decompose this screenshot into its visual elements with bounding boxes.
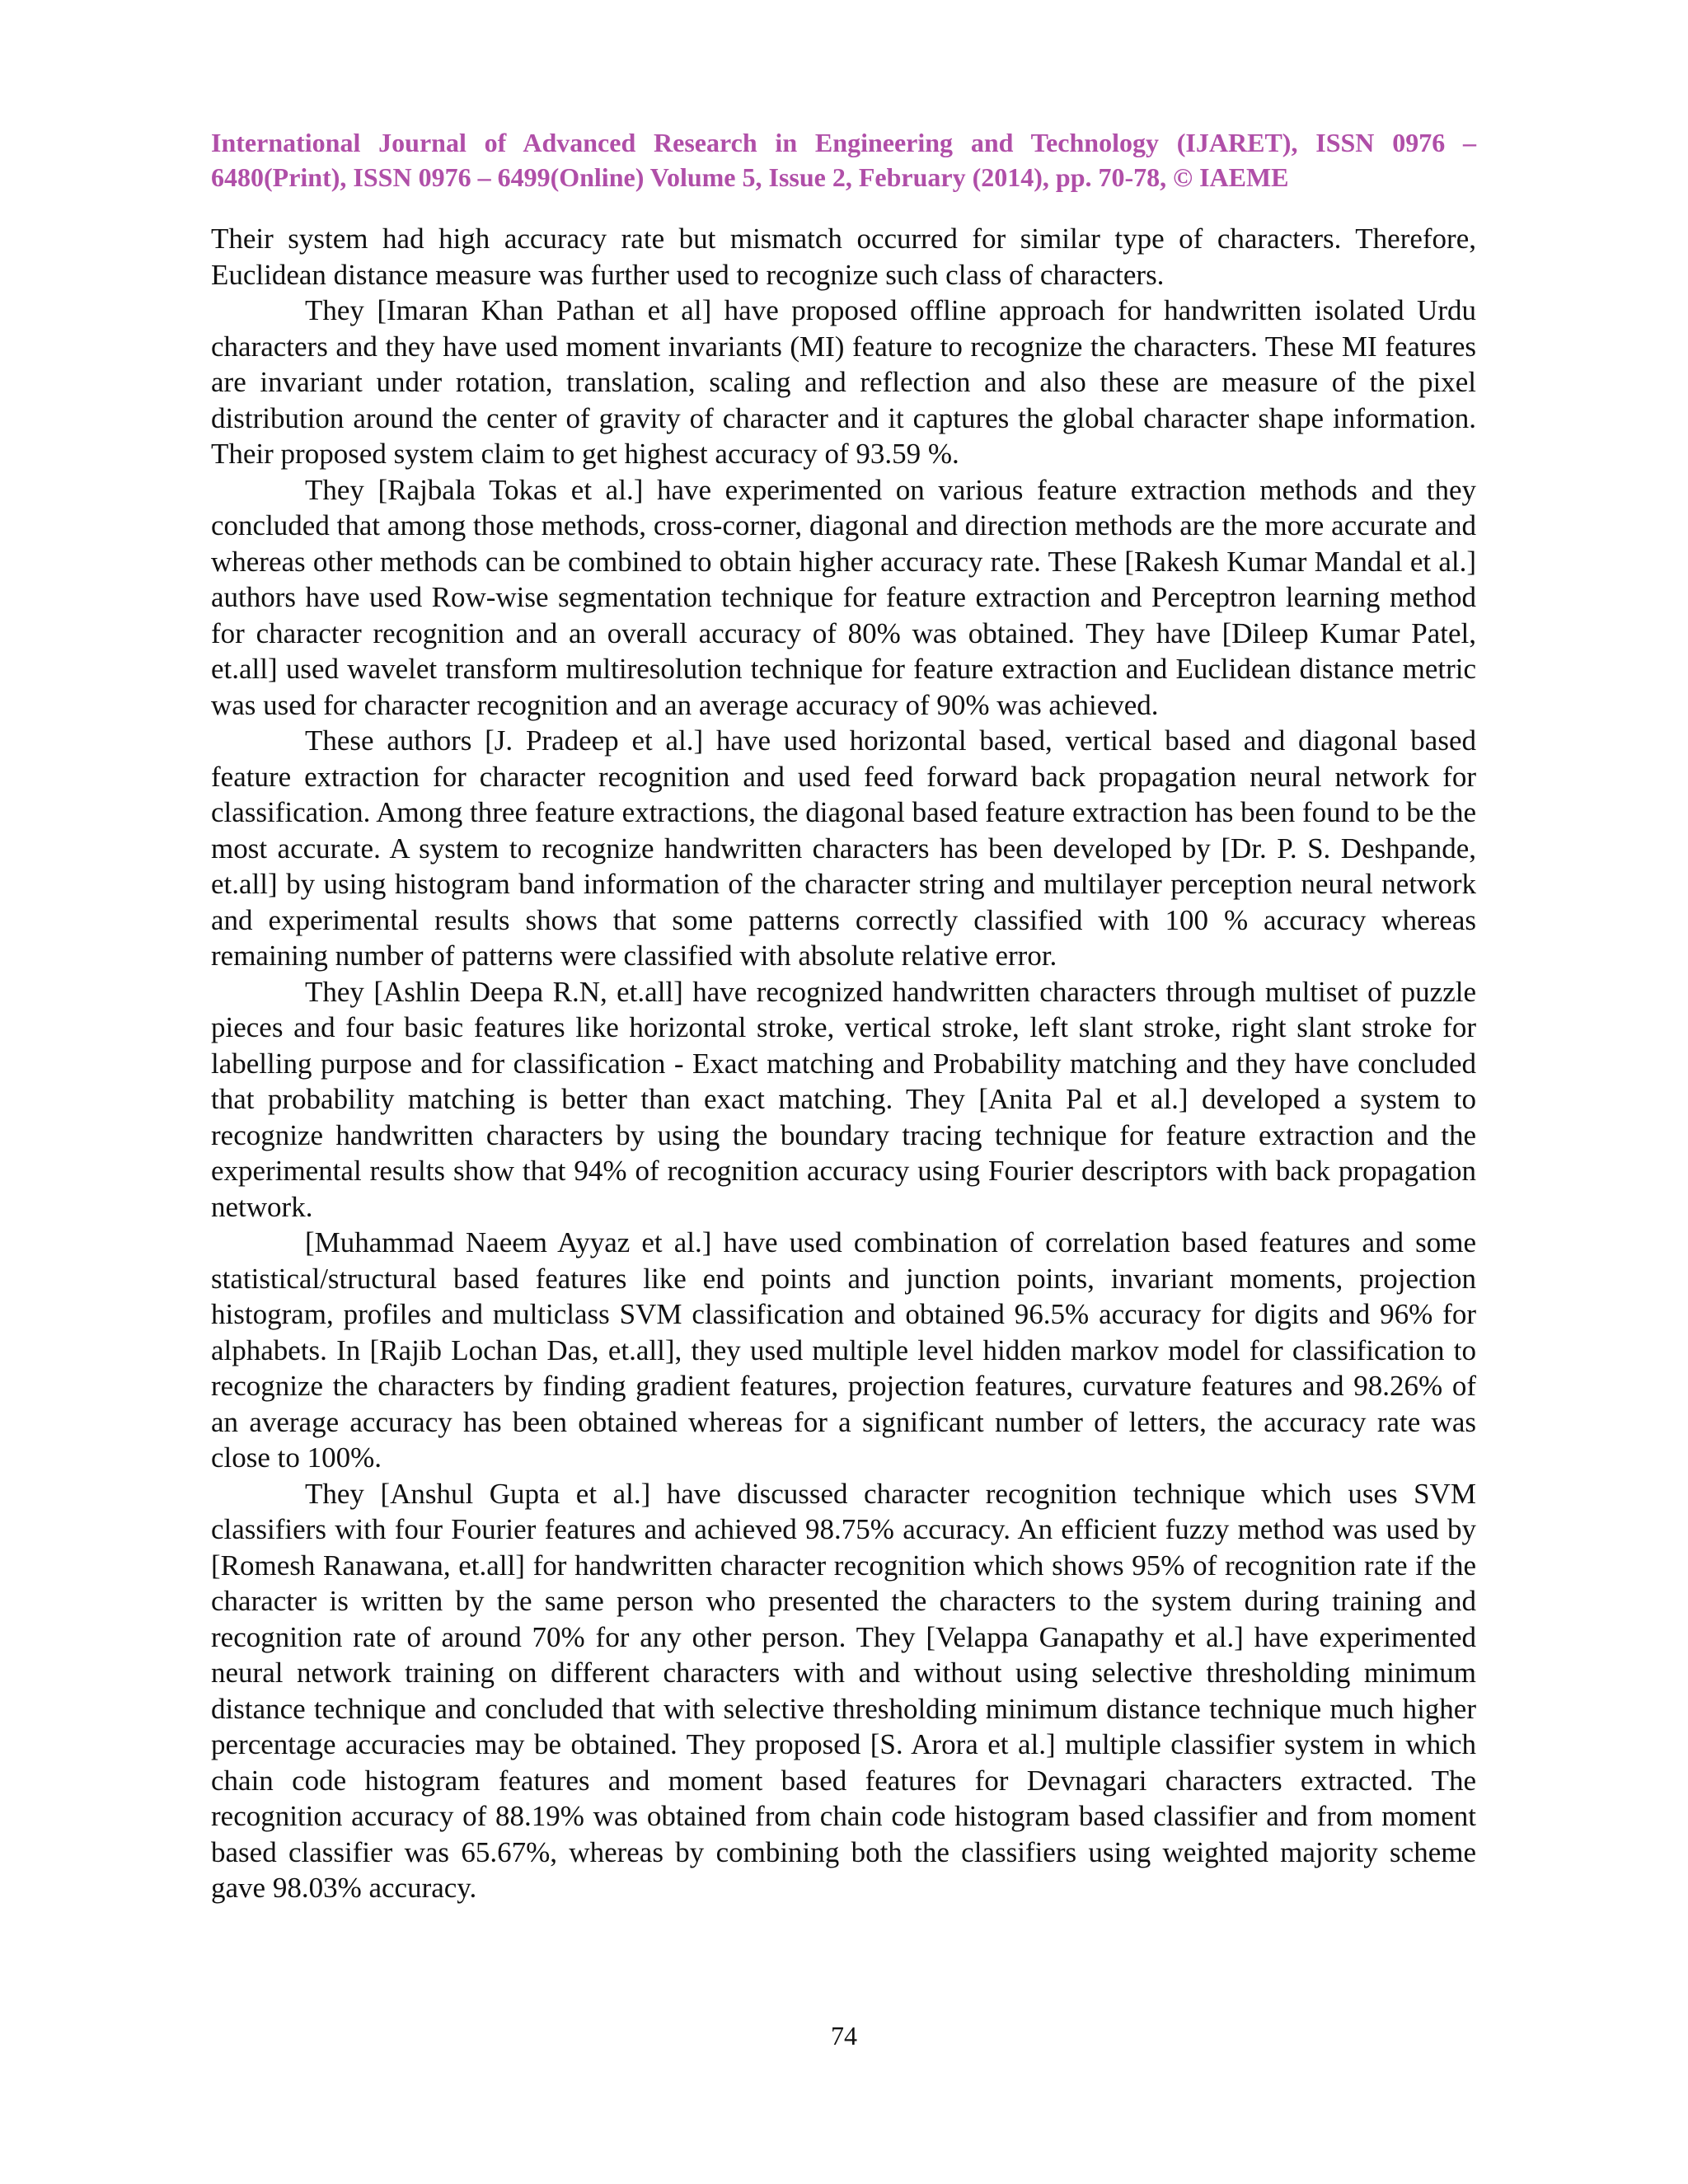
page-number: 74 [831,2021,857,2050]
paragraph: They [Imaran Khan Pathan et al] have proposed offline approach for handwritten isolated Urdu characters and they have used moment invariants (MI) feature to recognize the characters. These MI features are invariant under rotation, translation, scaling and reflection and also these are measure of the pixel distribution around the center of gravity of character and it captures the global character shape information. Their proposed system claim to get highest accuracy of 93.59 %. [211,294,1476,470]
paragraph: They [Anshul Gupta et al.] have discussed character recognition technique which uses SVM classifiers with four Fourier features and achieved 98.75% accuracy. An efficient fuzzy method was used by [Romesh Ranawana, et.all] for handwritten character recognition which shows 95% of recognition rate if the character is written by the same person who presented the characters to the system during training and recognition rate of around 70% for any other person. They [Velappa Ganapathy et al.] have experimented neural network training on different characters with and without using selective thresholding minimum distance technique and concluded that with selective thresholding minimum distance technique much higher percentage accuracies may be obtained. They proposed [S. Arora et al.] multiple classifier system in which chain code histogram features and moment based features for Devnagari characters extracted. The recognition accuracy of 88.19% was obtained from chain code histogram based classifier and from moment based classifier was 65.67%, whereas by combining both the classifiers using weighted majority scheme gave 98.03% accuracy. [211,1477,1476,1904]
paragraph: They [Rajbala Tokas et al.] have experimented on various feature extraction methods and they concluded that among those methods, cross-corner, diagonal and direction methods are the more accurate and whereas other methods can be combined to obtain higher accuracy rate. These [Rakesh Kumar Mandal et al.] authors have used Row-wise segmentation technique for feature extraction and Perceptron learning method for character recognition and an overall accuracy of 80% was obtained. They have [Dileep Kumar Patel, et.all] used wavelet transform multiresolution technique for feature extraction and Euclidean distance metric was used for character recognition and an average accuracy of 90% was achieved. [211,473,1476,721]
paragraph: These authors [J. Pradeep et al.] have used horizontal based, vertical based and diagonal based feature extraction for character recognition and used feed forward back propagation neural network for classification. Among three feature extractions, the diagonal based feature extraction has been found to be the most accurate. A system to recognize handwritten characters has been developed by [Dr. P. S. Deshpande, et.all] by using histogram band information of the character string and multilayer perception neural network and experimental results shows that some patterns correctly classified with 100 % accuracy whereas remaining number of patterns were classified with absolute relative error. [211,724,1476,972]
journal-header: International Journal of Advanced Research in Engineering and Technology (IJARET), ISSN 0976 – 6480(Print), ISSN 0976 – 6499(Online) Volume 5, Issue 2, February (2014), pp. 70-78, © IAEME [211,128,1476,192]
paragraph: Their system had high accuracy rate but mismatch occurred for similar type of characters. Therefore, Euclidean distance measure was further used to recognize such class of characters. [211,223,1476,291]
paragraph: They [Ashlin Deepa R.N, et.all] have recognized handwritten characters through multiset of puzzle pieces and four basic features like horizontal stroke, vertical stroke, left slant stroke, right slant stroke for labelling purpose and for classification - Exact matching and Probability matching and they have concluded that probability matching is better than exact matching. They [Anita Pal et al.] developed a system to recognize handwritten characters by using the boundary tracing technique for feature extraction and the experimental results show that 94% of recognition accuracy using Fourier descriptors with back propagation network. [211,975,1476,1223]
body-text [211,221,1476,1906]
paragraph: [Muhammad Naeem Ayyaz et al.] have used combination of correlation based features and some statistical/structural based features like end points and junction points, invariant moments, projection histogram, profiles and multiclass SVM classification and obtained 96.5% accuracy for digits and 96% for alphabets. In [Rajib Lochan Das, et.all], they used multiple level hidden markov model for classification to recognize the characters by finding gradient features, projection features, curvature features and 98.26% of an average accuracy has been obtained whereas for a significant number of letters, the accuracy rate was close to 100%. [211,1226,1476,1474]
